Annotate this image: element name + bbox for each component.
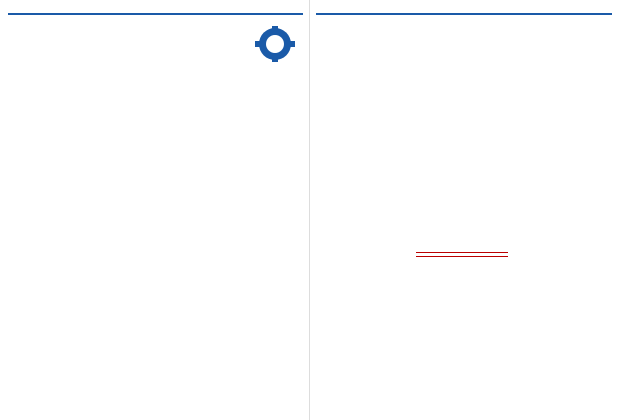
engineering-degrees-chart: [316, 18, 612, 242]
gear-emblem-icon: [250, 24, 300, 64]
header-rule: [316, 13, 612, 15]
degrees-chart-panel: [316, 18, 612, 242]
pull-quote: [416, 252, 508, 257]
right-page: [309, 0, 618, 420]
pull-quote-rule: [416, 252, 508, 253]
text-column-4: [316, 248, 409, 406]
figure-percent-freshmen: [106, 288, 204, 400]
percent-freshmen-chart: [106, 306, 204, 382]
text-column-2: [106, 146, 201, 148]
freshmen-enrollment-chart: [8, 304, 104, 386]
text-column-5: [416, 248, 511, 406]
header-rule: [8, 13, 303, 15]
pull-quote-rule: [416, 256, 508, 257]
text-column-3: [208, 146, 303, 401]
text-column-6: [518, 248, 613, 406]
figure-freshmen-enrollments: [8, 288, 104, 400]
text-column-1: [8, 146, 100, 149]
